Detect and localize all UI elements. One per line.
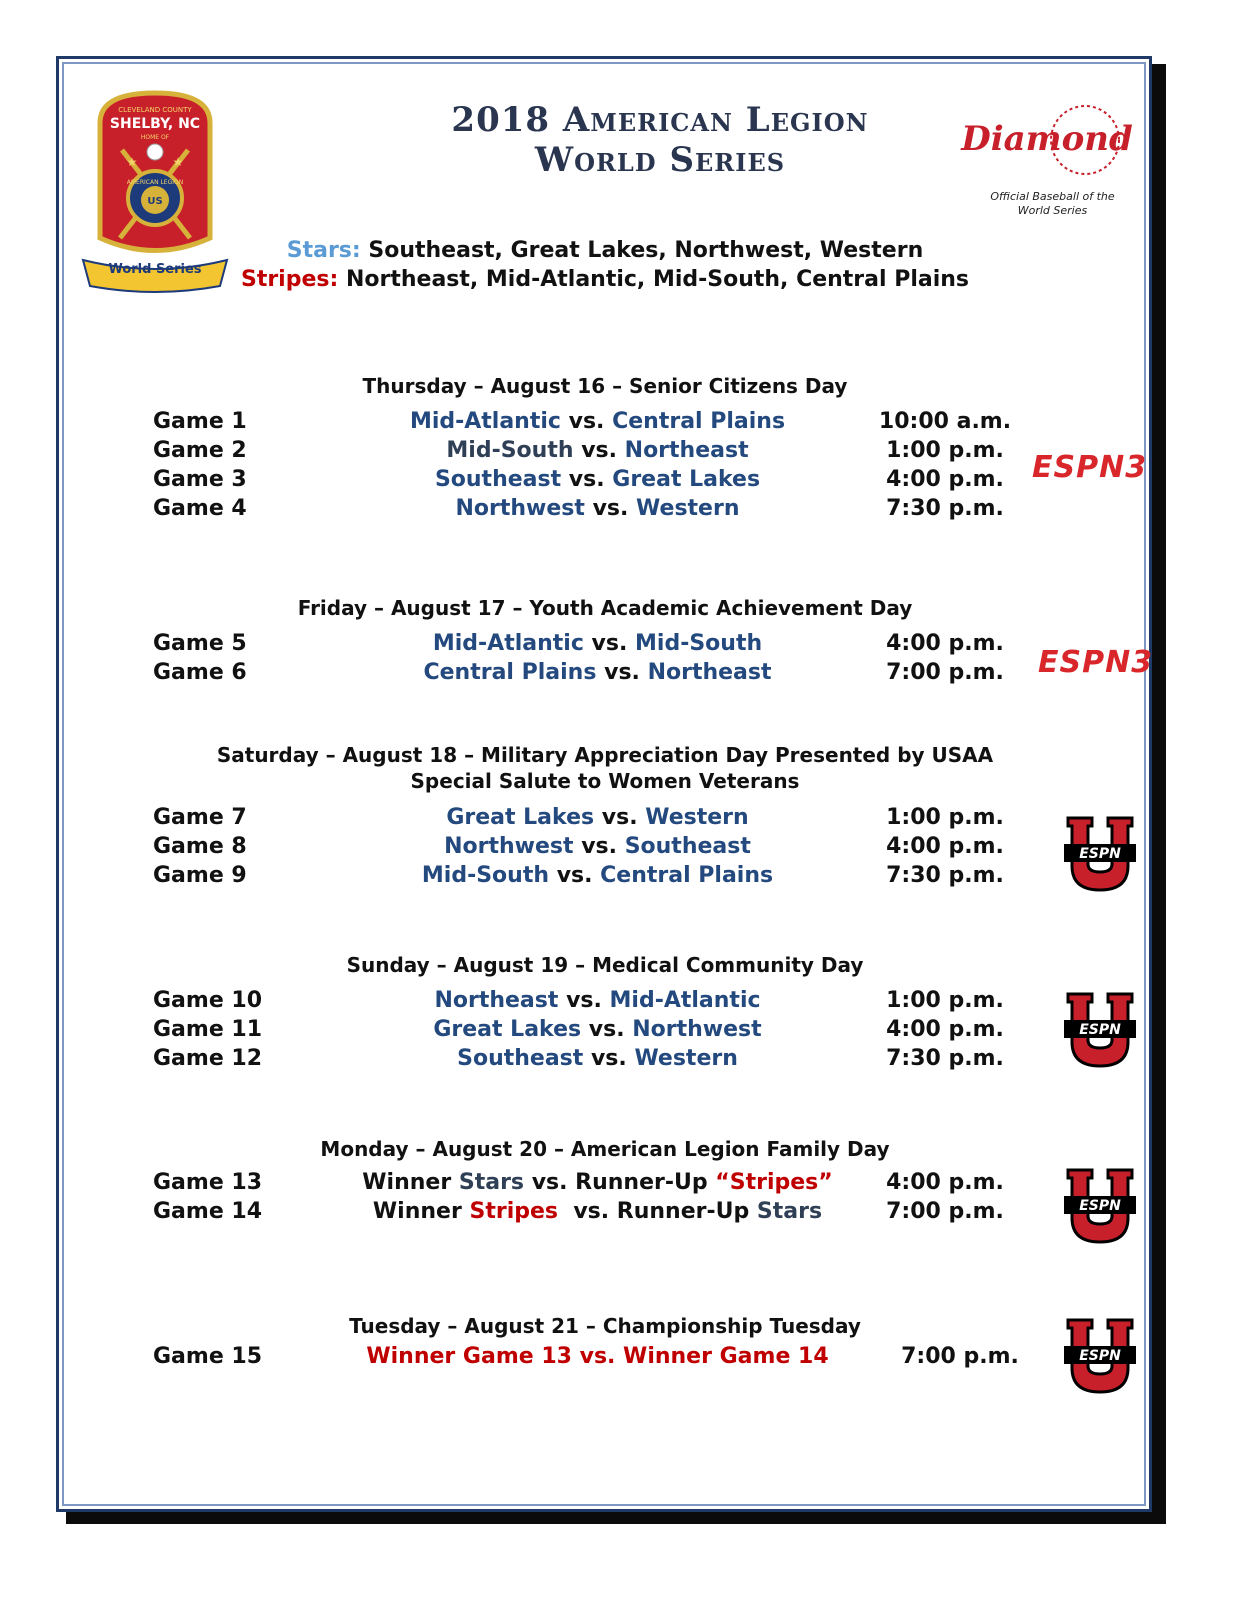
game-row	[0, 863, 1237, 892]
game-label: Game 10	[153, 988, 263, 1013]
game-row	[0, 1046, 1237, 1075]
game-row	[0, 1344, 1237, 1373]
team-stripes: Stripes	[469, 1199, 558, 1224]
team-home: Mid-Atlantic	[409, 409, 561, 434]
game-time: 7:30 p.m.	[886, 496, 1004, 521]
team-away: Central Plains	[612, 409, 786, 434]
game-row	[0, 1017, 1237, 1046]
day-heading-thursday: Thursday – August 16 – Senior Citizens Day	[362, 374, 848, 398]
game-row	[0, 834, 1237, 863]
svg-text:★: ★	[172, 155, 184, 169]
logo-ring-text: AMERICAN LEGION	[126, 179, 184, 186]
matchup	[330, 988, 865, 1013]
matchup	[330, 438, 865, 463]
game-label: Game 6	[153, 660, 247, 685]
stripes-teams	[180, 267, 1030, 292]
day-heading-tuesday: Tuesday – August 21 – Championship Tuesday	[349, 1314, 861, 1338]
winner-text: Winner	[362, 1170, 452, 1195]
game-row	[0, 1199, 1237, 1228]
vs-text: vs.	[573, 1199, 610, 1224]
day-heading-monday: Monday – August 20 – American Legion Family Day	[320, 1137, 890, 1161]
matchup	[330, 660, 865, 685]
game-time: 4:00 p.m.	[886, 1170, 1004, 1195]
game-label: Game 9	[153, 863, 247, 888]
game-row	[0, 988, 1237, 1017]
matchup	[330, 409, 865, 434]
diamond-caption	[975, 190, 1130, 218]
diamond-caption-line2: World Series	[1017, 204, 1088, 217]
day-heading-friday: Friday – August 17 – Youth Academic Achievement Day	[297, 596, 913, 620]
game-label: Game 8	[153, 834, 247, 859]
team-away: Central Plains	[600, 863, 774, 888]
team-home: Mid-Atlantic	[432, 631, 584, 656]
logo-banner-text: World Series	[108, 262, 202, 277]
vs-text: vs.	[601, 805, 638, 830]
game-time: 7:00 p.m.	[901, 1344, 1019, 1369]
game-time: 7:00 p.m.	[886, 1199, 1004, 1224]
game-label: Game 5	[153, 631, 247, 656]
game-time: 4:00 p.m.	[886, 631, 1004, 656]
logo-city-text: SHELBY, NC	[109, 116, 201, 132]
team-away: Western	[645, 805, 749, 830]
runner-up-text: Runner-Up	[616, 1199, 750, 1224]
matchup	[330, 863, 865, 888]
game-label: Game 3	[153, 467, 247, 492]
logo-banner-small: AMERICAN LEGION	[122, 252, 188, 260]
logo-us-text: US	[147, 196, 163, 207]
stars-label: Stars:	[286, 238, 361, 263]
team-home: Southeast	[434, 467, 562, 492]
game-time: 4:00 p.m.	[886, 1017, 1004, 1042]
game-label: Game 11	[153, 1017, 263, 1042]
game-row	[0, 409, 1237, 438]
championship-matchup: Winner Game 13 vs. Winner Game 14	[366, 1344, 829, 1369]
game-time: 7:00 p.m.	[886, 660, 1004, 685]
game-label: Game 12	[153, 1046, 263, 1071]
vs-text: vs.	[591, 631, 628, 656]
matchup	[330, 805, 865, 830]
page-title-line1: 2018 American Legion	[451, 100, 869, 140]
espnu-logo	[1062, 1168, 1138, 1244]
vs-text: vs.	[568, 467, 605, 492]
game-time: 1:00 p.m.	[886, 988, 1004, 1013]
day-heading-saturday: Saturday – August 18 – Military Appreciation Day Presented by USAA	[216, 743, 994, 767]
vs-text: vs.	[592, 496, 629, 521]
game-label: Game 13	[153, 1170, 263, 1195]
espnu-logo	[1062, 1318, 1138, 1394]
diamond-baseball-logo	[961, 100, 1133, 180]
espnu-text: ESPN	[1079, 1022, 1121, 1038]
espnu-logo	[1062, 816, 1138, 892]
team-home: Great Lakes	[433, 1017, 582, 1042]
game-time: 10:00 a.m.	[878, 409, 1012, 434]
matchup	[330, 834, 865, 859]
game-row	[0, 496, 1237, 525]
espnu-text: ESPN	[1079, 1348, 1121, 1364]
matchup	[330, 631, 865, 656]
vs-text: vs.	[581, 834, 618, 859]
espn3-logo: ESPN3	[1038, 645, 1154, 680]
stripes-label: Stripes:	[240, 267, 339, 292]
winner-text: Winner	[372, 1199, 462, 1224]
matchup	[330, 1170, 865, 1195]
team-home: Mid-South	[446, 438, 574, 463]
team-home: Mid-South	[421, 863, 550, 888]
game-time: 4:00 p.m.	[886, 834, 1004, 859]
matchup	[330, 467, 865, 492]
matchup	[330, 1017, 865, 1042]
runner-up-text: Runner-Up	[575, 1170, 708, 1195]
logo-home-text: HOME OF	[140, 134, 170, 141]
game-label: Game 1	[153, 409, 247, 434]
vs-text: vs.	[581, 438, 617, 463]
diamond-caption-line1: Official Baseball of the	[990, 190, 1115, 203]
team-home: Northwest	[455, 496, 585, 521]
team-home: Central Plains	[423, 660, 597, 685]
svg-text:★: ★	[126, 155, 138, 169]
matchup	[330, 1046, 865, 1071]
team-away: Northeast	[624, 438, 749, 463]
page-title-line2: World Series	[534, 140, 786, 180]
game-time: 4:00 p.m.	[886, 467, 1004, 492]
vs-text: vs.	[568, 409, 605, 434]
matchup	[330, 496, 865, 521]
team-away: Western	[636, 496, 740, 521]
game-label: Game 14	[153, 1199, 263, 1224]
stars-teams	[180, 238, 1030, 263]
espnu-logo	[1062, 992, 1138, 1068]
game-label: Game 15	[153, 1344, 263, 1369]
vs-text: vs.	[556, 863, 593, 888]
game-row	[0, 1170, 1237, 1199]
team-home: Northwest	[444, 834, 574, 859]
day-subheading-saturday: Special Salute to Women Veterans	[410, 769, 800, 793]
vs-text: vs.	[566, 988, 602, 1013]
team-away: Northwest	[632, 1017, 762, 1042]
matchup	[330, 1199, 865, 1224]
team-stripes: “Stripes”	[715, 1170, 833, 1195]
game-time: 7:30 p.m.	[886, 863, 1004, 888]
team-away: Mid-Atlantic	[609, 988, 761, 1013]
game-label: Game 4	[153, 496, 247, 521]
logo-county-text: CLEVELAND COUNTY	[118, 106, 192, 114]
game-label: Game 7	[153, 805, 247, 830]
game-time: 1:00 p.m.	[886, 805, 1004, 830]
team-away: Mid-South	[635, 631, 763, 656]
game-time: 1:00 p.m.	[886, 438, 1004, 463]
stars-list: Southeast, Great Lakes, Northwest, Western	[368, 238, 924, 263]
vs-text: vs.	[604, 660, 640, 685]
team-stars: Stars	[458, 1170, 525, 1195]
day-heading-sunday: Sunday – August 19 – Medical Community Day	[346, 953, 864, 977]
team-away: Great Lakes	[612, 467, 761, 492]
espn3-logo: ESPN3	[1032, 450, 1148, 485]
vs-text: vs.	[590, 1046, 627, 1071]
team-away: Northeast	[647, 660, 772, 685]
game-label: Game 2	[153, 438, 247, 463]
team-away: Southeast	[624, 834, 751, 859]
vs-text: vs.	[531, 1170, 568, 1195]
vs-text: vs.	[588, 1017, 625, 1042]
team-away: Western	[634, 1046, 738, 1071]
game-row	[0, 805, 1237, 834]
team-home: Great Lakes	[446, 805, 595, 830]
team-home: Northeast	[434, 988, 559, 1013]
team-stars: Stars	[756, 1199, 823, 1224]
game-time: 7:30 p.m.	[886, 1046, 1004, 1071]
espnu-text: ESPN	[1079, 1198, 1121, 1214]
diamond-brand-text: Diamond	[961, 119, 1133, 159]
team-home: Southeast	[457, 1046, 584, 1071]
espnu-text: ESPN	[1079, 846, 1121, 862]
stripes-list: Northeast, Mid-Atlantic, Mid-South, Central Plains	[345, 267, 970, 292]
